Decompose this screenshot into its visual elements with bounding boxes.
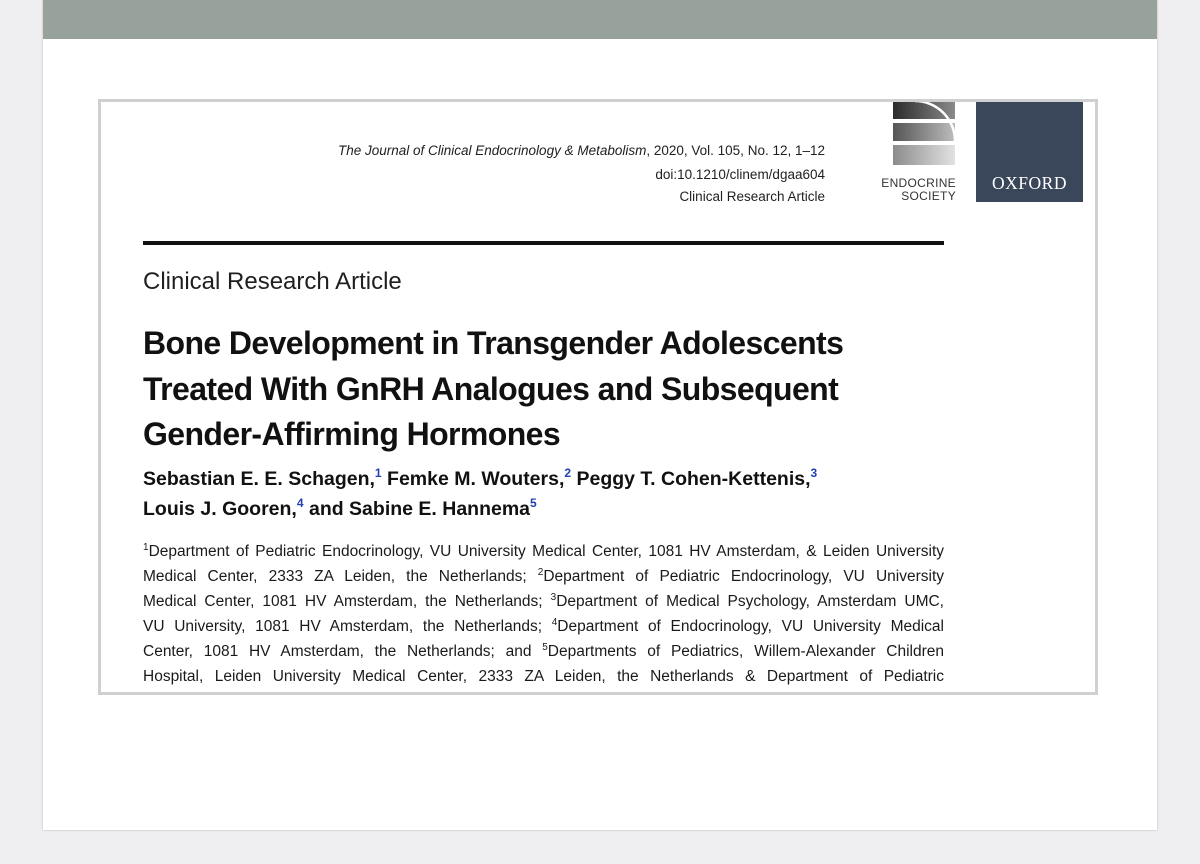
journal-citation — [338, 143, 825, 158]
author-name: Louis J. Gooren, — [143, 497, 297, 520]
author-affiliation-link[interactable]: 1 — [374, 466, 382, 480]
journal-name: The Journal of Clinical Endocrinology & Metabolism — [337, 143, 647, 158]
affiliations — [143, 539, 944, 689]
oxford-logo — [976, 101, 1083, 202]
affiliation-number: 2 — [537, 567, 544, 578]
affiliation-line — [143, 614, 944, 639]
affiliation-text: Medical Center, 1081 HV Amsterdam, the Netherlands; — [143, 593, 551, 610]
affiliation-number: 4 — [551, 617, 558, 628]
title-line: Gender-Affirming Hormones — [143, 416, 561, 452]
article-title — [143, 321, 963, 458]
author-affiliation-link[interactable]: 3 — [810, 466, 818, 480]
affiliation-line — [143, 639, 944, 664]
affiliation-text: Department of Medical Psychology, Amsterdam UMC, — [556, 593, 944, 610]
viewer-top-bar — [43, 0, 1157, 39]
article-category: Clinical Research Article — [143, 268, 402, 295]
endocrine-word: ENDOCRINE — [881, 176, 956, 190]
title-line: Treated With GnRH Analogues and Subsequent — [143, 370, 839, 407]
author-name: Peggy T. Cohen-Kettenis, — [576, 468, 811, 490]
affiliation-line — [143, 539, 944, 564]
oxford-wordmark: OXFORD — [992, 173, 1067, 193]
document-viewer — [43, 0, 1157, 830]
document-page — [98, 99, 1098, 695]
affiliation-line — [143, 564, 944, 589]
author-name: Femke M. Wouters, — [387, 468, 565, 490]
affiliation-number: 1 — [143, 542, 149, 553]
affiliation-text: Department of Endocrinology, VU University Medical — [557, 618, 944, 635]
header-rule — [143, 241, 944, 245]
author-name: Sebastian E. E. Schagen, — [143, 468, 375, 490]
author-affiliation-link[interactable]: 2 — [564, 466, 572, 480]
society-word: SOCIETY — [901, 189, 956, 203]
journal-volume: , 2020, Vol. 105, No. 12, 1–12 — [646, 143, 825, 158]
endocrine-society-wordmark — [860, 177, 956, 203]
affiliation-line — [143, 664, 944, 689]
author-list — [143, 465, 817, 524]
title-line: Bone Development in Transgender Adolescents — [143, 325, 844, 361]
affiliation-text: VU University, 1081 HV Amsterdam, the Netherlands; — [143, 618, 552, 635]
affiliation-text: Department of Pediatric Endocrinology, VU University Medical Center, 1081 HV Amsterdam, & Leiden University — [148, 543, 944, 560]
doi: doi:10.1210/clinem/dgaa604 — [655, 167, 825, 182]
affiliation-text: Center, 1081 HV Amsterdam, the Netherlands; and — [143, 643, 543, 660]
affiliation-text: Departments of Pediatrics, Willem-Alexander Children — [547, 643, 944, 660]
affiliation-number: 3 — [550, 592, 557, 603]
endocrine-society-logo — [893, 101, 955, 165]
affiliation-text: Medical Center, 2333 ZA Leiden, the Netherlands; — [143, 568, 538, 585]
author-affiliation-link[interactable]: 4 — [296, 495, 304, 510]
author-affiliation-link[interactable]: 5 — [530, 495, 537, 510]
affiliation-line — [143, 589, 944, 614]
affiliation-number: 5 — [542, 642, 548, 653]
author-name: and Sabine E. Hannema — [308, 497, 531, 520]
affiliation-text: Hospital, Leiden University Medical Center, 2333 ZA Leiden, the Netherlands & Department of Pediatric — [143, 668, 944, 685]
affiliation-text: Department of Pediatric Endocrinology, VU University — [543, 568, 944, 585]
article-type: Clinical Research Article — [679, 189, 825, 204]
